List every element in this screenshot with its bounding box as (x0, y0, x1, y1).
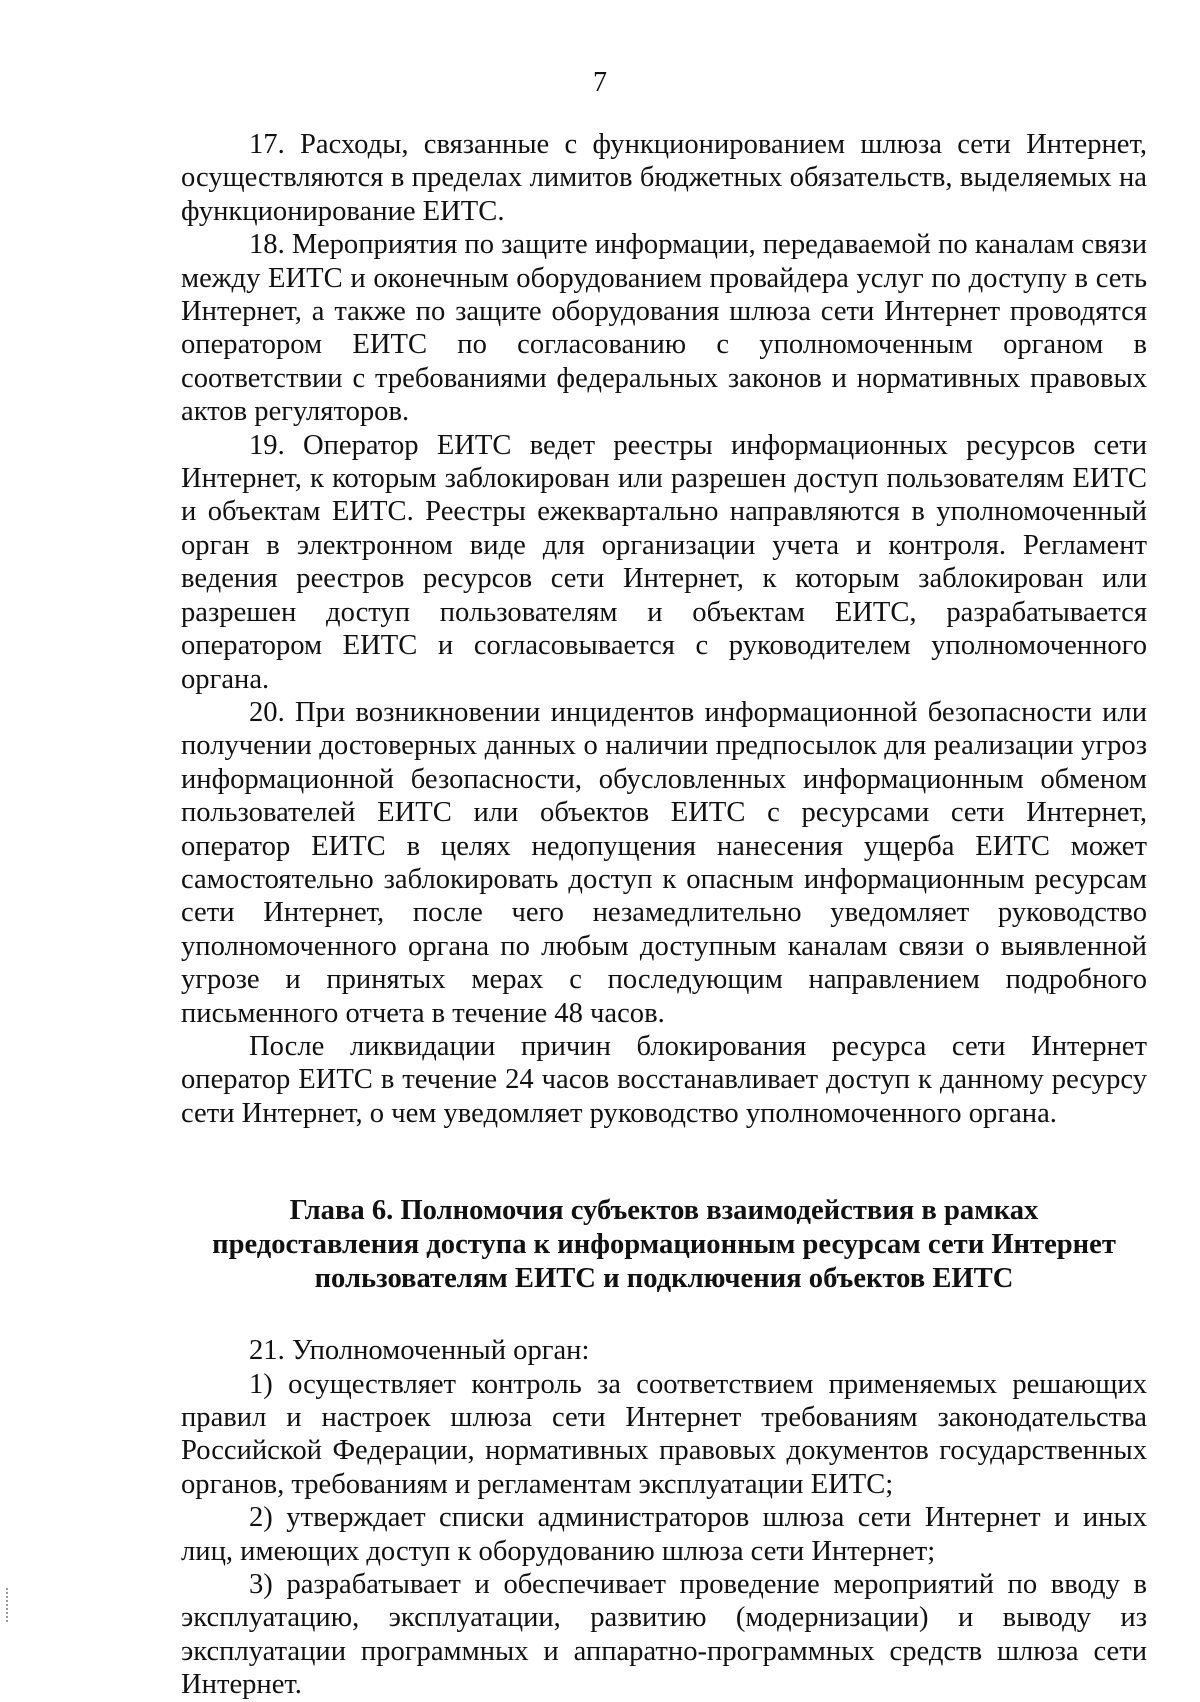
paragraph-17: 17. Расходы, связанные с функционированием шлюза сети Интернет, осуществляются в пределах лимитов бюджетных обязательств, выделяемых на функционирование ЕИТС. (181, 129, 1147, 227)
page-number: 7 (593, 67, 607, 98)
paragraph-20-continuation: После ликвидации причин блокирования ресурса сети Интернет оператор ЕИТС в течение 24 часов восстанавливает доступ к данному ресурсу сети Интернет, о чем уведомляет руководство уполномоченного органа. (181, 1030, 1147, 1129)
paragraph-18: 18. Мероприятия по защите информации, передаваемой по каналам связи между ЕИТС и оконечным оборудованием провайдера услуг по доступу в сеть Интернет, а также по защите оборудования шлюза сети Интернет проводятся оператором ЕИТС по согласованию с уполномоченным органом в соответствии с требованиями федеральных законов и нормативных правовых актов регуляторов. (181, 229, 1147, 428)
chapter-6-heading: Глава 6. Полномочия субъектов взаимодействия в рамках предоставления доступа к информационным ресурсам сети Интернет пользователям ЕИТС и подключения объектов ЕИТС (212, 1195, 1116, 1295)
paragraph-21: 21. Уполномоченный орган: (249, 1335, 590, 1367)
paragraph-20: 20. При возникновении инцидентов информационной безопасности или получении достоверных данных о наличии предпосылок для реализации угроз информационной безопасности, обусловленных информационным обменом пользователей ЕИТС или объектов ЕИТС с ресурсами сети Интернет, оператор ЕИТС в целях недопущения нанесения ущерба ЕИТС может самостоятельно заблокировать доступ к опасным информационным ресурсам сети Интернет, после чего незамедлительно уведомляет руководство уполномоченного органа по любым доступным каналам связи о выявленной угрозе и принятых мерах с последующим направлением подробного письменного отчета в течение 48 часов. (181, 696, 1147, 1029)
list-item-1: 1) осуществляет контроль за соответствием применяемых решающих правил и настроек шлюза сети Интернет требованиям законодательства Российской Федерации, нормативных правовых документов государственных органов, требованиям и регламентам эксплуатации ЕИТС; (181, 1368, 1147, 1500)
list-item-2: 2) утверждает списки администраторов шлюза сети Интернет и иных лиц, имеющих доступ к оборудованию шлюза сети Интернет; (181, 1502, 1147, 1567)
scan-margin-mark (6, 1588, 10, 1622)
list-item-3: 3) разрабатывает и обеспечивает проведение мероприятий по вводу в эксплуатацию, эксплуатации, развитию (модернизации) и выводу из эксплуатации программных и аппаратно-программных средств шлюза сети Интернет. (181, 1569, 1147, 1701)
paragraph-19: 19. Оператор ЕИТС ведет реестры информационных ресурсов сети Интернет, к которым заблокирован или разрешен доступ пользователям ЕИТС и объектам ЕИТС. Реестры ежеквартально направляются в уполномоченный орган в электронном виде для организации учета и контроля. Регламент ведения реестров ресурсов сети Интернет, к которым заблокирован или разрешен доступ пользователям и объектам ЕИТС, разрабатывается оператором ЕИТС и согласовывается с руководителем уполномоченного органа. (181, 429, 1147, 695)
document-body (181, 128, 1147, 1702)
